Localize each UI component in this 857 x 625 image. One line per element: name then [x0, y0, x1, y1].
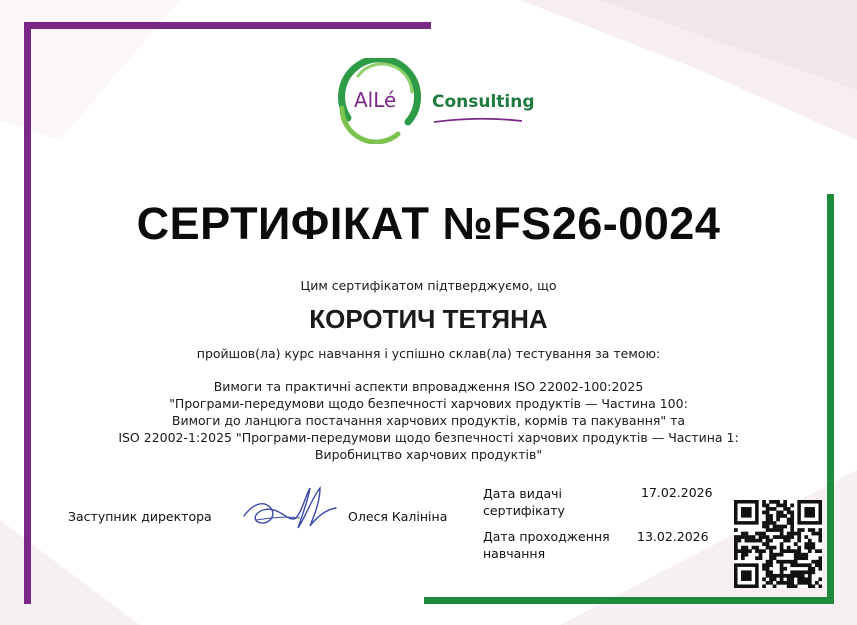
issue-date-label [483, 485, 565, 519]
training-date-label-line: Дата проходження [483, 529, 610, 544]
topic-line: "Програми-передумови щодо безпечності харчових продуктів — Частина 100: [169, 396, 688, 411]
training-date-label [483, 528, 610, 562]
logo-mark-text: AlLé [354, 88, 397, 112]
topic-line: Вимоги до ланцюга постачання харчових продуктів, кормів та пакування" та [171, 413, 686, 428]
topic-line: Виробництво харчових продуктів" [314, 447, 543, 462]
intro-text: Цим сертифікатом підтверджуємо, що [300, 278, 557, 293]
course-topic [0, 378, 857, 463]
qr-code-icon [734, 500, 822, 588]
green-frame-bottom [424, 597, 834, 604]
signatory-position: Заступник директора [68, 509, 212, 524]
signatory-name: Олеся Калініна [348, 509, 448, 524]
passed-text: пройшов(ла) курс навчання і успішно склав(ла) тестування за темою: [196, 346, 661, 361]
issue-date-value: 17.02.2026 [641, 485, 713, 500]
recipient-name: КОРОТИЧ ТЕТЯНА [309, 304, 548, 334]
issue-date-label-line: Дата видачі [483, 486, 562, 501]
handwritten-signature [236, 482, 344, 538]
company-logo [328, 58, 538, 144]
purple-frame-top [24, 22, 431, 29]
logo-company-name: Consulting [432, 92, 535, 112]
certificate-title: СЕРТИФІКАТ №FS26-0024 [136, 198, 721, 249]
topic-line: ISO 22002-1:2025 "Програми-передумови щодо безпечності харчових продуктів — Частина 1: [118, 430, 739, 445]
topic-line: Вимоги та практичні аспекти впровадження ISO 22002-100:2025 [213, 379, 644, 394]
issue-date-label-line: сертифікату [483, 503, 565, 518]
logo-underline-icon [432, 114, 524, 126]
training-date-value: 13.02.2026 [637, 529, 709, 544]
training-date-label-line: навчання [483, 546, 546, 561]
